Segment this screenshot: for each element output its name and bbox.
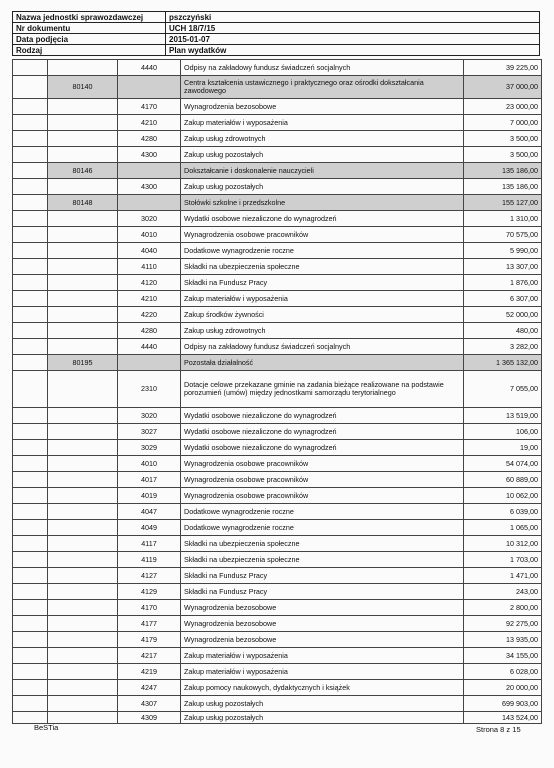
margin-cell <box>13 259 48 275</box>
amount-cell: 1 365 132,00 <box>464 355 542 371</box>
software-name: BeSTia <box>34 723 59 732</box>
table-row <box>13 408 542 424</box>
table-row <box>13 568 542 584</box>
amount-cell: 39 225,00 <box>464 60 542 76</box>
margin-cell <box>13 600 48 616</box>
chapter-cell <box>48 712 118 724</box>
amount-cell: 23 000,00 <box>464 99 542 115</box>
name-cell: Zakup usług pozostałych <box>181 147 464 163</box>
chapter-cell <box>48 536 118 552</box>
expenditure-rows <box>13 60 542 724</box>
table-row <box>13 440 542 456</box>
chapter-cell <box>48 307 118 323</box>
margin-cell <box>13 616 48 632</box>
chapter-cell <box>48 696 118 712</box>
margin-cell <box>13 355 48 371</box>
amount-cell: 1 471,00 <box>464 568 542 584</box>
margin-cell <box>13 408 48 424</box>
paragraph-cell: 4170 <box>118 99 181 115</box>
table-row <box>13 60 542 76</box>
table-row <box>13 520 542 536</box>
paragraph-cell: 4440 <box>118 339 181 355</box>
chapter-cell <box>48 648 118 664</box>
chapter-cell <box>48 680 118 696</box>
amount-cell: 155 127,00 <box>464 195 542 211</box>
header-label: Nazwa jednostki sprawozdawczej <box>13 12 166 23</box>
table-row <box>13 680 542 696</box>
name-cell: Zakup materiałów i wyposażenia <box>181 291 464 307</box>
amount-cell: 6 028,00 <box>464 664 542 680</box>
paragraph-cell: 4019 <box>118 488 181 504</box>
name-cell: Stołówki szkolne i przedszkolne <box>181 195 464 211</box>
table-row <box>13 504 542 520</box>
table-row <box>13 323 542 339</box>
chapter-cell <box>48 291 118 307</box>
amount-cell: 37 000,00 <box>464 76 542 99</box>
amount-cell: 135 186,00 <box>464 179 542 195</box>
margin-cell <box>13 371 48 408</box>
amount-cell: 13 935,00 <box>464 632 542 648</box>
header-row <box>13 23 540 34</box>
chapter-cell: 80195 <box>48 355 118 371</box>
paragraph-cell: 4010 <box>118 456 181 472</box>
page-number: Strona 8 z 15 <box>476 725 521 734</box>
chapter-cell <box>48 115 118 131</box>
chapter-cell <box>48 440 118 456</box>
name-cell: Zakup środków żywności <box>181 307 464 323</box>
table-row <box>13 600 542 616</box>
paragraph-cell: 4210 <box>118 115 181 131</box>
table-row <box>13 147 542 163</box>
chapter-cell <box>48 60 118 76</box>
chapter-cell <box>48 259 118 275</box>
paragraph-cell: 4047 <box>118 504 181 520</box>
name-cell: Wynagrodzenia osobowe pracowników <box>181 488 464 504</box>
table-row <box>13 424 542 440</box>
amount-cell: 699 903,00 <box>464 696 542 712</box>
margin-cell <box>13 712 48 724</box>
paragraph-cell: 4177 <box>118 616 181 632</box>
paragraph-cell: 3029 <box>118 440 181 456</box>
name-cell: Wydatki osobowe niezaliczone do wynagrodzeń <box>181 424 464 440</box>
amount-cell: 19,00 <box>464 440 542 456</box>
chapter-cell <box>48 488 118 504</box>
paragraph-cell: 4179 <box>118 632 181 648</box>
name-cell: Wynagrodzenia bezosobowe <box>181 616 464 632</box>
chapter-cell <box>48 472 118 488</box>
table-row <box>13 179 542 195</box>
section-row <box>13 195 542 211</box>
chapter-cell <box>48 243 118 259</box>
table-row <box>13 456 542 472</box>
margin-cell <box>13 632 48 648</box>
header-row <box>13 12 540 23</box>
margin-cell <box>13 520 48 536</box>
paragraph-cell: 4120 <box>118 275 181 291</box>
table-row <box>13 307 542 323</box>
amount-cell: 34 155,00 <box>464 648 542 664</box>
chapter-cell <box>48 99 118 115</box>
name-cell: Dotacje celowe przekazane gminie na zadania bieżące realizowane na podstawie porozumień (umów) między jednostkami samorządu terytorialnego <box>181 371 464 408</box>
chapter-cell <box>48 339 118 355</box>
margin-cell <box>13 307 48 323</box>
header-value: Plan wydatków <box>166 45 540 56</box>
name-cell: Zakup pomocy naukowych, dydaktycznych i książek <box>181 680 464 696</box>
amount-cell: 20 000,00 <box>464 680 542 696</box>
margin-cell <box>13 680 48 696</box>
margin-cell <box>13 584 48 600</box>
margin-cell <box>13 76 48 99</box>
name-cell: Centra kształcenia ustawicznego i praktycznego oraz ośrodki dokształcania zawodowego <box>181 76 464 99</box>
section-row <box>13 76 542 99</box>
header-row <box>13 34 540 45</box>
margin-cell <box>13 99 48 115</box>
amount-cell: 7 000,00 <box>464 115 542 131</box>
amount-cell: 92 275,00 <box>464 616 542 632</box>
margin-cell <box>13 131 48 147</box>
name-cell: Zakup usług zdrowotnych <box>181 131 464 147</box>
expenditure-plan-table <box>12 59 542 724</box>
chapter-cell: 80146 <box>48 163 118 179</box>
amount-cell: 1 876,00 <box>464 275 542 291</box>
chapter-cell <box>48 568 118 584</box>
amount-cell: 1 310,00 <box>464 211 542 227</box>
amount-cell: 3 282,00 <box>464 339 542 355</box>
name-cell: Zakup materiałów i wyposażenia <box>181 648 464 664</box>
name-cell: Składki na ubezpieczenia społeczne <box>181 536 464 552</box>
amount-cell: 480,00 <box>464 323 542 339</box>
name-cell: Dodatkowe wynagrodzenie roczne <box>181 504 464 520</box>
table-row <box>13 275 542 291</box>
amount-cell: 5 990,00 <box>464 243 542 259</box>
amount-cell: 13 307,00 <box>464 259 542 275</box>
margin-cell <box>13 227 48 243</box>
name-cell: Wynagrodzenia osobowe pracowników <box>181 456 464 472</box>
table-row <box>13 339 542 355</box>
table-row <box>13 115 542 131</box>
margin-cell <box>13 243 48 259</box>
margin-cell <box>13 648 48 664</box>
chapter-cell <box>48 227 118 243</box>
chapter-cell <box>48 456 118 472</box>
margin-cell <box>13 211 48 227</box>
table-row <box>13 99 542 115</box>
chapter-cell <box>48 616 118 632</box>
name-cell: Dodatkowe wynagrodzenie roczne <box>181 243 464 259</box>
chapter-cell <box>48 520 118 536</box>
paragraph-cell: 4300 <box>118 179 181 195</box>
amount-cell: 54 074,00 <box>464 456 542 472</box>
paragraph-cell: 4440 <box>118 60 181 76</box>
header-label: Data podjęcia <box>13 34 166 45</box>
chapter-cell <box>48 211 118 227</box>
chapter-cell <box>48 424 118 440</box>
amount-cell: 135 186,00 <box>464 163 542 179</box>
paragraph-cell: 4210 <box>118 291 181 307</box>
paragraph-cell: 4170 <box>118 600 181 616</box>
paragraph-cell <box>118 163 181 179</box>
margin-cell <box>13 552 48 568</box>
paragraph-cell: 4010 <box>118 227 181 243</box>
table-row <box>13 696 542 712</box>
margin-cell <box>13 424 48 440</box>
paragraph-cell: 4017 <box>118 472 181 488</box>
header-label: Nr dokumentu <box>13 23 166 34</box>
amount-cell: 3 500,00 <box>464 131 542 147</box>
paragraph-cell: 4040 <box>118 243 181 259</box>
table-row <box>13 584 542 600</box>
name-cell: Składki na ubezpieczenia społeczne <box>181 552 464 568</box>
margin-cell <box>13 696 48 712</box>
table-row <box>13 131 542 147</box>
name-cell: Dodatkowe wynagrodzenie roczne <box>181 520 464 536</box>
name-cell: Wynagrodzenia osobowe pracowników <box>181 472 464 488</box>
chapter-cell <box>48 179 118 195</box>
table-row <box>13 632 542 648</box>
paragraph-cell <box>118 355 181 371</box>
paragraph-cell: 4127 <box>118 568 181 584</box>
chapter-cell <box>48 504 118 520</box>
name-cell: Składki na Fundusz Pracy <box>181 568 464 584</box>
name-cell: Wydatki osobowe niezaliczone do wynagrodzeń <box>181 211 464 227</box>
name-cell: Pozostała działalność <box>181 355 464 371</box>
amount-cell: 1 065,00 <box>464 520 542 536</box>
paragraph-cell: 4119 <box>118 552 181 568</box>
table-row <box>13 259 542 275</box>
table-row <box>13 243 542 259</box>
name-cell: Odpisy na zakładowy fundusz świadczeń socjalnych <box>181 60 464 76</box>
chapter-cell <box>48 552 118 568</box>
paragraph-cell: 4117 <box>118 536 181 552</box>
table-row <box>13 291 542 307</box>
paragraph-cell: 4110 <box>118 259 181 275</box>
header-value: UCH 18/7/15 <box>166 23 540 34</box>
amount-cell: 106,00 <box>464 424 542 440</box>
header-value: 2015-01-07 <box>166 34 540 45</box>
margin-cell <box>13 504 48 520</box>
amount-cell: 7 055,00 <box>464 371 542 408</box>
name-cell: Zakup materiałów i wyposażenia <box>181 664 464 680</box>
name-cell: Wynagrodzenia bezosobowe <box>181 600 464 616</box>
name-cell: Wynagrodzenia bezosobowe <box>181 99 464 115</box>
paragraph-cell: 4300 <box>118 147 181 163</box>
table-row <box>13 616 542 632</box>
margin-cell <box>13 568 48 584</box>
header-label: Rodzaj <box>13 45 166 56</box>
name-cell: Zakup usług pozostałych <box>181 696 464 712</box>
margin-cell <box>13 339 48 355</box>
name-cell: Składki na ubezpieczenia społeczne <box>181 259 464 275</box>
margin-cell <box>13 664 48 680</box>
table-row <box>13 472 542 488</box>
amount-cell: 6 039,00 <box>464 504 542 520</box>
paragraph-cell: 3020 <box>118 211 181 227</box>
margin-cell <box>13 163 48 179</box>
paragraph-cell <box>118 76 181 99</box>
margin-cell <box>13 147 48 163</box>
name-cell: Wynagrodzenia osobowe pracowników <box>181 227 464 243</box>
paragraph-cell: 4307 <box>118 696 181 712</box>
margin-cell <box>13 440 48 456</box>
chapter-cell <box>48 664 118 680</box>
margin-cell <box>13 115 48 131</box>
paragraph-cell <box>118 195 181 211</box>
section-row <box>13 163 542 179</box>
chapter-cell <box>48 275 118 291</box>
paragraph-cell: 4219 <box>118 664 181 680</box>
amount-cell: 10 062,00 <box>464 488 542 504</box>
name-cell: Wydatki osobowe niezaliczone do wynagrodzeń <box>181 408 464 424</box>
table-row <box>13 552 542 568</box>
table-row <box>13 371 542 408</box>
chapter-cell <box>48 371 118 408</box>
name-cell: Zakup usług pozostałych <box>181 179 464 195</box>
margin-cell <box>13 60 48 76</box>
margin-cell <box>13 536 48 552</box>
margin-cell <box>13 472 48 488</box>
chapter-cell <box>48 408 118 424</box>
chapter-cell <box>48 632 118 648</box>
chapter-cell <box>48 584 118 600</box>
amount-cell: 70 575,00 <box>464 227 542 243</box>
paragraph-cell: 4049 <box>118 520 181 536</box>
name-cell: Wynagrodzenia bezosobowe <box>181 632 464 648</box>
paragraph-cell: 4217 <box>118 648 181 664</box>
amount-cell: 60 889,00 <box>464 472 542 488</box>
chapter-cell <box>48 323 118 339</box>
amount-cell: 1 703,00 <box>464 552 542 568</box>
paragraph-cell: 3027 <box>118 424 181 440</box>
paragraph-cell: 4247 <box>118 680 181 696</box>
chapter-cell <box>48 147 118 163</box>
section-row <box>13 355 542 371</box>
name-cell: Zakup usług zdrowotnych <box>181 323 464 339</box>
paragraph-cell: 4280 <box>118 131 181 147</box>
amount-cell: 143 524,00 <box>464 712 542 724</box>
table-row <box>13 648 542 664</box>
paragraph-cell: 3020 <box>118 408 181 424</box>
header-row <box>13 45 540 56</box>
document-header-table <box>12 11 540 56</box>
table-row <box>13 712 542 724</box>
amount-cell: 6 307,00 <box>464 291 542 307</box>
margin-cell <box>13 323 48 339</box>
table-row <box>13 664 542 680</box>
paragraph-cell: 4309 <box>118 712 181 724</box>
paragraph-cell: 4220 <box>118 307 181 323</box>
name-cell: Zakup usług pozostałych <box>181 712 464 724</box>
header-value: pszczyński <box>166 12 540 23</box>
amount-cell: 13 519,00 <box>464 408 542 424</box>
margin-cell <box>13 275 48 291</box>
table-row <box>13 227 542 243</box>
margin-cell <box>13 456 48 472</box>
margin-cell <box>13 195 48 211</box>
margin-cell <box>13 488 48 504</box>
name-cell: Zakup materiałów i wyposażenia <box>181 115 464 131</box>
amount-cell: 52 000,00 <box>464 307 542 323</box>
margin-cell <box>13 179 48 195</box>
name-cell: Odpisy na zakładowy fundusz świadczeń socjalnych <box>181 339 464 355</box>
paragraph-cell: 2310 <box>118 371 181 408</box>
name-cell: Składki na Fundusz Pracy <box>181 584 464 600</box>
margin-cell <box>13 291 48 307</box>
name-cell: Wydatki osobowe niezaliczone do wynagrodzeń <box>181 440 464 456</box>
chapter-cell: 80148 <box>48 195 118 211</box>
chapter-cell: 80140 <box>48 76 118 99</box>
amount-cell: 243,00 <box>464 584 542 600</box>
table-row <box>13 536 542 552</box>
amount-cell: 3 500,00 <box>464 147 542 163</box>
paragraph-cell: 4280 <box>118 323 181 339</box>
table-row <box>13 211 542 227</box>
chapter-cell <box>48 131 118 147</box>
amount-cell: 2 800,00 <box>464 600 542 616</box>
paragraph-cell: 4129 <box>118 584 181 600</box>
chapter-cell <box>48 600 118 616</box>
name-cell: Dokształcanie i doskonalenie nauczycieli <box>181 163 464 179</box>
name-cell: Składki na Fundusz Pracy <box>181 275 464 291</box>
table-row <box>13 488 542 504</box>
amount-cell: 10 312,00 <box>464 536 542 552</box>
